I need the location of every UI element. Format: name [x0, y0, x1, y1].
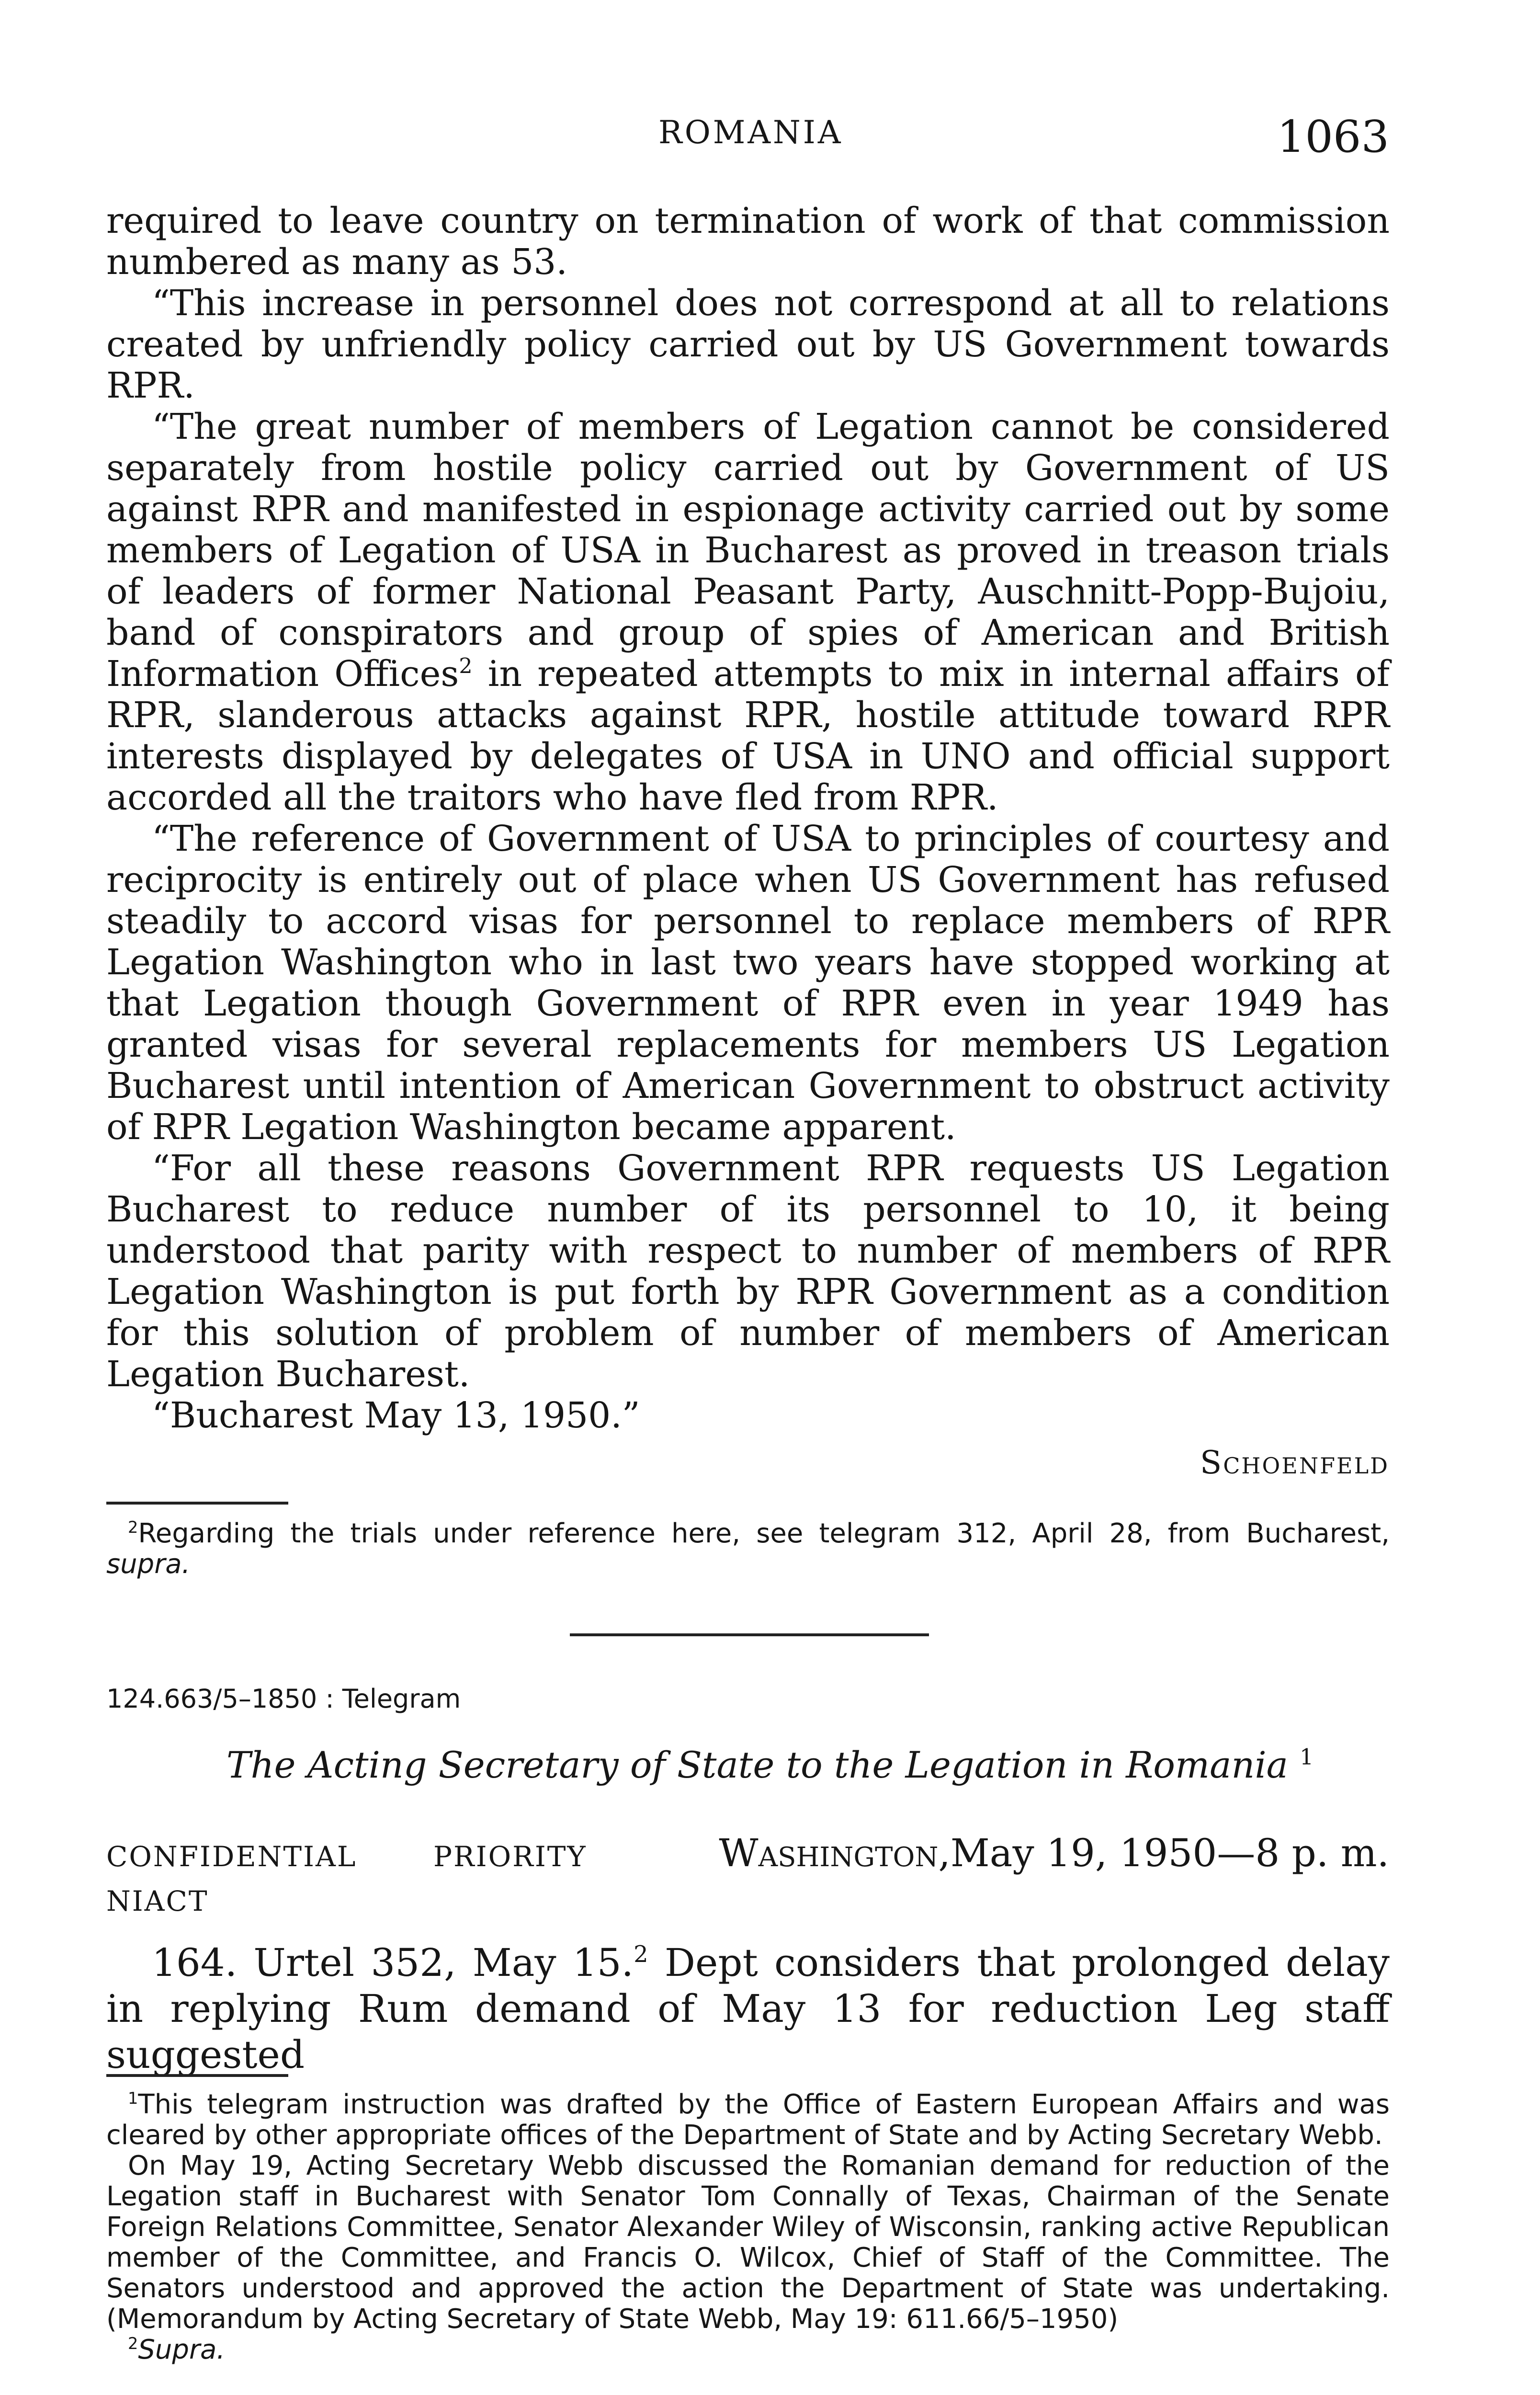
- body-text: [106, 200, 1390, 1436]
- footnote-italic: supra.: [106, 1549, 191, 1580]
- footnote-text: On May 19, Acting Secretary Webb discussed the Romanian demand for reduction of the Legation staff in Bucharest with Senator Tom Connally of Texas, Chairman of the Senate Foreign Relations Committee, Senator Alexander Wiley of Wisconsin, ranking active Republican member of the Committee, and Francis O. Wilcox, Chief of Staff of the Committee. The Senators understood and approved the action the Department of State was undertaking. (Memorandum by Acting Secretary of State Webb, May 19: 611.66/5–1950): [106, 2150, 1390, 2335]
- footnote-marker: 2: [128, 1517, 138, 1537]
- dateline-date: May 19, 1950—8 p. m.: [950, 1831, 1389, 1875]
- footnote-1: [106, 2089, 1390, 2365]
- footnote-marker: 1: [128, 2088, 138, 2108]
- footnote-marker: 2: [128, 2334, 138, 2353]
- paragraph: “For all these reasons Government RPR requests US Legation Bucharest to reduce number of its personnel to 10, it being understood that parity with respect to number of members of RPR Legation Washington is put forth by RPR Government as a condition for this solution of problem of number of members of American Legation Bucharest.: [106, 1148, 1390, 1395]
- footnote-2: [106, 1518, 1390, 1580]
- telegram-text-a: 164. Urtel 352, May 15.: [152, 1940, 634, 1985]
- telegram-text: [106, 1940, 1390, 2078]
- footnote-rule: [106, 1502, 288, 1505]
- paragraph-text: “The great number of members of Legation cannot be considered separately from hostile policy carried out by Government of US against RPR and manifested in espionage activity carried out by some members of Legation of USA in Bucharest as proved in treason trials of leaders of former National Peasant Party, Auschnitt-Popp-Bujoiu, band of conspirators and group of spies of American and British Information Offices: [106, 406, 1390, 695]
- paragraph: “Bucharest May 13, 1950.”: [152, 1395, 640, 1436]
- document-title-text: The Acting Secretary of State to the Legation in Romania: [226, 1744, 1288, 1786]
- niact-label: NIACT: [106, 1885, 209, 1917]
- section-divider: [570, 1633, 929, 1636]
- page-number: 1063: [1277, 111, 1389, 162]
- paragraph: required to leave country on termination of work of that commission numbered as many as 53.: [106, 200, 1390, 283]
- document-title: [0, 1744, 1540, 1786]
- footnote-ref[interactable]: 2: [634, 1941, 648, 1968]
- classification-confidential: CONFIDENTIAL: [106, 1840, 357, 1873]
- signature: Schoenfeld: [1200, 1444, 1389, 1481]
- footnote-ref[interactable]: 2: [459, 654, 473, 679]
- footnote-text: This telegram instruction was drafted by the Office of Eastern European Affairs and was cleared by other appropriate offices of the Department of State and by Acting Secretary Webb.: [106, 2089, 1390, 2151]
- classification-priority: PRIORITY: [433, 1840, 587, 1873]
- paragraph: “The reference of Government of USA to principles of courtesy and reciprocity is entirely out of place when US Government has refused steadily to accord visas for personnel to replace members of RPR Legation Washington who in last two years have stopped working at that Legation though Government of RPR even in year 1949 has granted visas for several replacements for members US Legation Bucharest until intention of American Government to obstruct activity of RPR Legation Washington became apparent.: [106, 818, 1390, 1148]
- file-reference: 124.663/5–1850 : Telegram: [106, 1684, 461, 1714]
- footnote-text: Regarding the trials under reference here, see telegram 312, April 28, from Bucharest,: [138, 1518, 1390, 1549]
- footnote-ref[interactable]: 1: [1300, 1744, 1314, 1770]
- dateline: [719, 1831, 1389, 1875]
- dateline-city: Washington,: [719, 1831, 951, 1875]
- paragraph: [106, 406, 1390, 818]
- paragraph-text: in repeated attempts to mix in internal affairs of RPR, slanderous attacks against RPR, hostile attitude toward RPR interests displayed by delegates of USA in UNO and official support accorded all the traitors who have fled from RPR.: [106, 653, 1390, 818]
- paragraph: “This increase in personnel does not correspond at all to relations created by unfriendly policy carried out by US Government towards RPR.: [106, 283, 1390, 406]
- telegram-text-b: Dept considers that prolonged delay in replying Rum demand of May 13 for reduction Leg staff suggested: [106, 1940, 1390, 2077]
- footnote-rule: [106, 2074, 288, 2077]
- running-header: ROMANIA: [658, 114, 843, 151]
- footnote-italic: Supra.: [138, 2334, 226, 2365]
